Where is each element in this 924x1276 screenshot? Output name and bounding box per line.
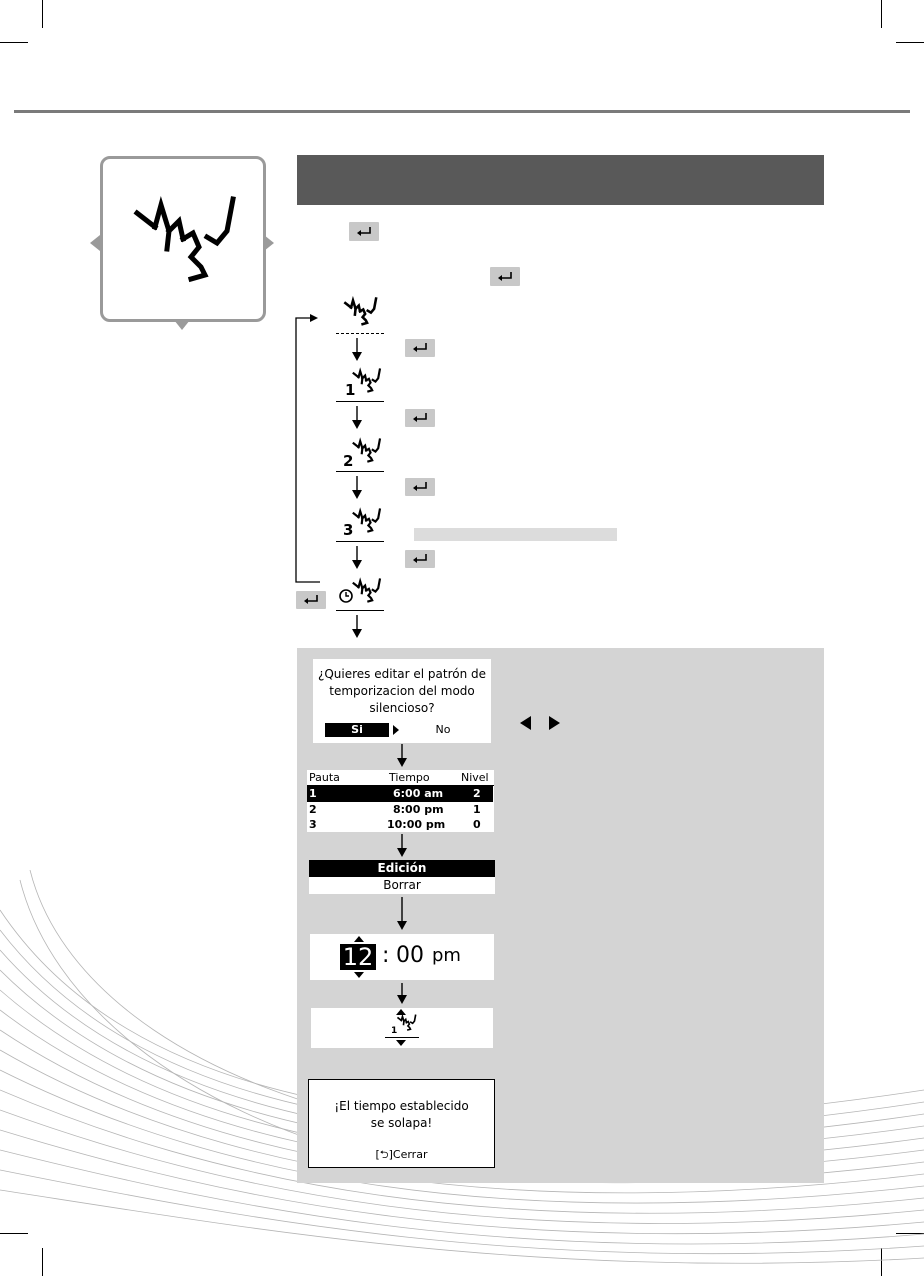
enter-key-icon [296,591,326,609]
down-triangle-icon [174,320,190,330]
time-separator: : [382,943,390,968]
table-row[interactable] [307,802,493,818]
section-title-bar [297,155,824,205]
right-arrow-key-icon [549,716,560,730]
delete-option[interactable] [309,877,495,894]
down-arrow-icon [396,897,408,931]
enter-key-icon [405,339,435,357]
enter-key-icon [349,222,379,241]
row-nivel: 0 [473,818,481,831]
row-pauta: 3 [309,818,317,831]
step-divider [336,333,384,334]
quiet-mode-hand-icon [352,436,382,466]
step-divider [336,541,384,542]
down-arrow-icon [351,406,363,430]
dialog-question: ¿Quieres editar el patrón de temporizacion del modo silencioso? [317,667,487,715]
yes-option[interactable] [325,723,389,737]
delete-label: Borrar [383,878,421,892]
left-triangle-icon [90,235,100,251]
quiet-mode-hand-icon [397,1013,417,1033]
pattern-screen [311,1008,493,1048]
quiet-mode-hand-icon [352,576,382,606]
down-arrow-icon [396,983,408,1005]
step-divider [336,610,384,611]
overlap-dialog [308,1079,495,1168]
header-tiempo: Tiempo [389,771,430,784]
time-setter [310,934,494,980]
quiet-mode-hand-icon [343,296,379,328]
row-pauta: 1 [309,787,317,800]
quiet-mode-hand-icon [352,366,382,396]
right-triangle-icon [264,235,274,251]
row-nivel: 1 [473,803,481,816]
selection-arrow-icon [393,725,399,735]
quiet-mode-hand-icon [352,506,382,536]
yes-label: Si [351,723,363,736]
down-arrow-icon [351,338,363,362]
pattern-number: 1 [391,1026,398,1036]
crop-mark [896,42,924,43]
up-arrow-icon [354,936,364,942]
step-divider [336,471,384,472]
left-arrow-key-icon [520,716,531,730]
header-pauta: Pauta [309,771,340,784]
no-option[interactable] [413,723,473,737]
enter-key-icon [405,478,435,496]
down-arrow-icon [351,546,363,570]
row-nivel: 2 [473,787,481,800]
hour-field[interactable] [340,944,376,970]
crop-mark [0,42,28,43]
down-arrow-small-icon [354,972,364,978]
down-arrow-icon [396,834,408,858]
minute-field[interactable]: 00 [396,943,424,968]
enter-key-icon [490,267,520,286]
row-tiempo: 6:00 am [393,787,444,800]
down-arrow-icon [396,744,408,768]
no-label: No [435,723,451,736]
table-header [307,770,493,786]
down-arrow-small-icon [396,1040,406,1046]
step-number: 2 [343,452,354,470]
down-arrow-icon [351,476,363,500]
row-pauta: 2 [309,803,317,816]
row-tiempo: 10:00 pm [387,818,446,831]
schedule-table [307,770,494,832]
row-tiempo: 8:00 pm [393,803,444,816]
edit-option[interactable] [309,860,495,877]
step-number: 3 [343,521,354,539]
table-row[interactable] [307,786,493,802]
highlight-bar [414,528,617,541]
loop-bracket [290,310,330,590]
close-button[interactable]: [⮌]Cerrar [375,1148,428,1161]
edit-label: Edición [377,861,427,875]
enter-key-icon [405,409,435,427]
quiet-mode-hand-icon [131,191,241,291]
enter-key-icon [405,550,435,568]
pattern-divider [385,1037,419,1038]
edit-pattern-dialog [313,659,491,743]
ampm-field[interactable]: pm [432,945,461,966]
step-number: 1 [345,381,356,399]
hour-value: 12 [342,943,374,971]
step-divider [336,401,384,402]
crop-mark [42,0,43,28]
quiet-mode-icon-box [100,156,266,322]
down-arrow-icon [351,615,363,639]
crop-mark [881,0,882,28]
overlap-message: ¡El tiempo establecido se solapa! [334,1099,469,1130]
edit-menu [309,860,495,894]
header-nivel: Nivel [461,771,489,784]
table-row[interactable] [307,817,493,833]
header-rule [14,110,910,113]
